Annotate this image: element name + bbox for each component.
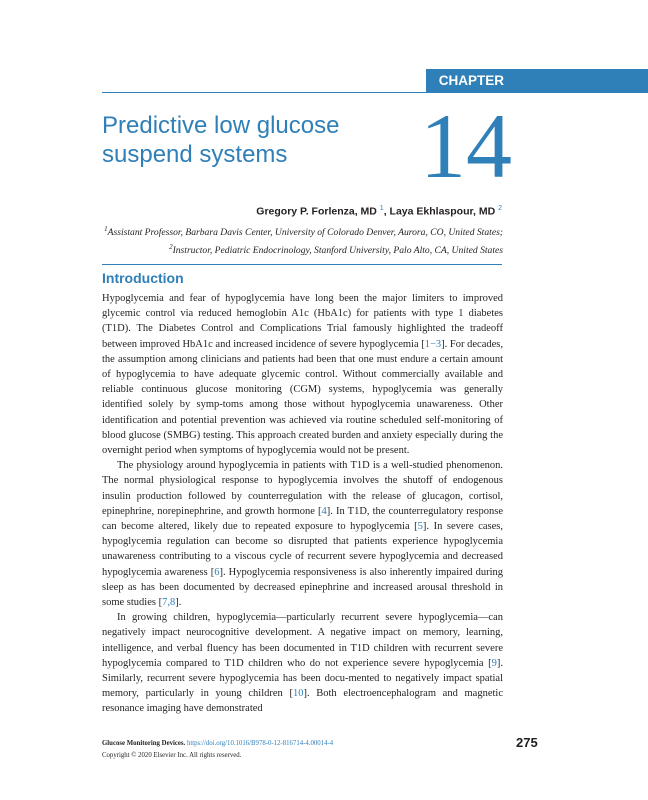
chapter-label: CHAPTER: [438, 73, 504, 88]
paragraph-text: ]. Similarly, recurrent severe hypoglycemia has been docu-mented to negatively impact spatial memory, particularly in young children [: [102, 657, 503, 700]
citation-link[interactable]: 5: [417, 521, 423, 533]
author-name: Laya Ekhlaspour, MD: [389, 205, 496, 218]
affiliation-text: Assistant Professor, Barbara Davis Center, University of Colorado Denver, Aurora, CO, United States;: [107, 227, 503, 239]
copyright: Copyright © 2020 Elsevier Inc. All rights reserved.: [102, 752, 242, 759]
paragraph: [102, 291, 503, 458]
citation-link[interactable]: 10: [292, 688, 304, 700]
chapter-number: 14: [420, 95, 512, 197]
page-number: 275: [516, 735, 538, 750]
citation-link[interactable]: 7,8: [162, 597, 176, 609]
citation-link[interactable]: 4: [321, 505, 327, 517]
author-name: Gregory P. Forlenza, MD: [256, 205, 377, 218]
author-line: [256, 205, 502, 218]
affiliation-mark[interactable]: 2: [498, 205, 502, 212]
paragraph: [102, 610, 503, 716]
affiliation-mark: 2: [169, 243, 173, 252]
paragraph-text: ]. In T1D, the counterregulatory response can become altered, likely due to repeated exposure to hypoglycemia [: [102, 505, 503, 533]
body-text: [102, 291, 503, 717]
paragraph: [102, 458, 503, 610]
paragraph-text: ]. Hypoglycemia responsiveness is also inherently impaired during sleep as has been documented by decreased epinephrine and increased arousal threshold in some studies [: [102, 566, 503, 609]
affiliations: [102, 222, 503, 258]
citation-link[interactable]: 9: [491, 657, 497, 669]
chapter-title: Predictive low glucose suspend systems: [102, 112, 340, 168]
author-separator: ,: [383, 205, 390, 218]
paragraph-text: Hypoglycemia and fear of hypoglycemia have long been the major limiters to improved glycemic control via reduced hemoglobin A1c (HbA1c) for patients with type 1 diabetes (T1D). The Diabetes Control and Complications Trial famously highlighted the tradeoff between improved HbA1c and increased incidence of severe hypoglycemia [: [102, 293, 503, 350]
citation-link[interactable]: 1−3: [424, 338, 442, 350]
paragraph-text: The physiology around hypoglycemia in patients with T1D is a well-studied phenomenon. The normal physiological response to hypoglycemia involves the shutoff of endogenous insulin production followed by counterregulation with the release of glucagon, cortisol, epinephrine, norepinephrine, and growth hormone [: [102, 460, 503, 517]
section-heading: Introduction: [102, 270, 184, 286]
affiliation-text: Instructor, Pediatric Endocrinology, Stanford University, Palo Alto, CA, United States: [172, 245, 503, 257]
paragraph-text: In growing children, hypoglycemia—particularly recurrent severe hypoglycemia—can negatively impact neurocognitive development. A negative impact on memory, learning, intelligence, and verbal fluency has been documented in T1D children with recurrent severe hypoglycemia compared to T1D children who do not experience severe hypoglycemia [: [102, 612, 503, 669]
chapter-rule: [102, 92, 648, 93]
paragraph-text: ].: [175, 597, 182, 609]
citation-link[interactable]: 6: [214, 566, 220, 578]
paragraph-text: ]. For decades, the assumption among clinicians and patients had been that one must endure a certain amount of hypoglycemia to have adequate glycemic control. Without commercially available and reliable continuous glucose monitoring (CGM) systems, hypoglycemia was generally identified solely by symp-toms among those without hypoglycemia unawareness. Other identification and potential prevention was achieved via routine scheduled self-monitoring of blood glucose (SMBG) testing. This approach created burden and anxiety especially during the overnight period when symptoms of hypoglycemia would not be present.: [102, 338, 504, 457]
paragraph-text: ]. Both electroencephalogram and magnetic resonance imaging have demonstrated: [102, 688, 503, 715]
affiliation-mark: 1: [104, 225, 108, 233]
section-rule: [102, 264, 502, 265]
footer-citation: [102, 740, 333, 747]
doi-link[interactable]: https://doi.org/10.1016/B978-0-12-816714-4.00014-4: [186, 740, 334, 747]
affiliation-mark[interactable]: 1: [379, 205, 384, 212]
chapter-band: [426, 69, 648, 92]
journal-name: Glucose Monitoring Devices.: [102, 740, 186, 747]
paragraph-text: ]. In severe cases, hypoglycemia regulation can become so disrupted that patients experience hypoglycemia unawareness contributing to a viscous cycle of recurrent severe hypoglycemia and decreased hypoglycemia awareness [: [102, 521, 503, 578]
